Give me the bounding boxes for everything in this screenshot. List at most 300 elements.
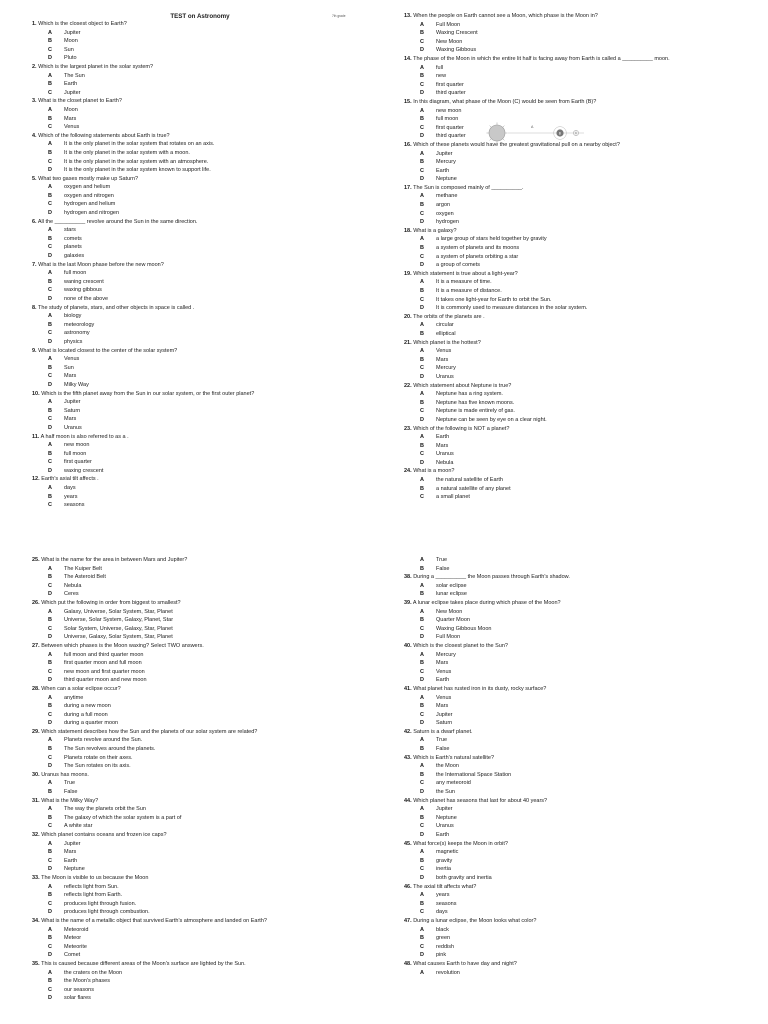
option-letter: A — [48, 694, 52, 701]
question-text — [404, 573, 764, 582]
answer-option[interactable] — [404, 969, 764, 978]
answer-option[interactable] — [32, 398, 384, 407]
answer-option[interactable] — [32, 54, 384, 63]
option-text: It is the only planet in the solar system with a moon. — [64, 149, 190, 156]
option-text: a small planet — [436, 494, 470, 501]
option-letter: C — [420, 866, 424, 873]
answer-option[interactable] — [404, 951, 764, 960]
answer-option[interactable] — [404, 736, 764, 745]
answer-option[interactable] — [32, 633, 384, 642]
option-text: Milky Way — [64, 381, 89, 388]
answer-option[interactable] — [404, 29, 764, 38]
option-text: It is a measure of time. — [436, 279, 492, 286]
answer-option[interactable] — [32, 719, 384, 728]
answer-option[interactable] — [404, 287, 764, 296]
answer-option[interactable] — [32, 565, 384, 574]
answer-option[interactable] — [32, 883, 384, 892]
answer-option[interactable] — [404, 150, 764, 159]
option-letter: A — [48, 106, 52, 113]
answer-option[interactable] — [404, 399, 764, 408]
answer-option[interactable] — [404, 433, 764, 442]
answer-option[interactable] — [32, 754, 384, 763]
option-letter: A — [48, 737, 52, 744]
answer-option[interactable] — [404, 390, 764, 399]
answer-option[interactable] — [404, 158, 764, 167]
option-letter: B — [48, 935, 52, 942]
answer-option[interactable] — [32, 364, 384, 373]
answer-option[interactable] — [404, 72, 764, 81]
option-letter: C — [48, 330, 52, 337]
answer-option[interactable] — [404, 779, 764, 788]
answer-option[interactable] — [404, 347, 764, 356]
answer-option[interactable] — [32, 977, 384, 986]
question-prompt: Saturn is a dwarf planet. — [413, 728, 473, 735]
answer-option[interactable] — [32, 969, 384, 978]
answer-option[interactable] — [32, 814, 384, 823]
answer-option[interactable] — [404, 304, 764, 313]
answer-option[interactable] — [404, 493, 764, 502]
option-letter: C — [420, 124, 424, 131]
answer-option[interactable] — [32, 926, 384, 935]
option-text: planets — [64, 244, 82, 251]
answer-option[interactable] — [32, 226, 384, 235]
answer-option[interactable] — [404, 702, 764, 711]
option-text: solar eclipse — [436, 582, 467, 589]
option-letter: A — [420, 434, 424, 441]
option-text: Jupiter — [64, 840, 81, 847]
option-letter: C — [48, 823, 52, 830]
option-text: astronomy — [64, 330, 90, 337]
answer-option[interactable] — [32, 192, 384, 201]
answer-option[interactable] — [404, 616, 764, 625]
answer-option[interactable] — [404, 296, 764, 305]
question-prompt: A half moon is also referred to as a . — [40, 433, 129, 440]
option-letter: A — [48, 184, 52, 191]
answer-option[interactable] — [32, 943, 384, 952]
option-letter: B — [48, 81, 52, 88]
answer-option[interactable] — [32, 235, 384, 244]
option-text: a system of planets and its moons — [436, 245, 520, 252]
answer-option[interactable] — [32, 381, 384, 390]
answer-option[interactable] — [32, 625, 384, 634]
option-text: waxing gibbous — [64, 287, 102, 294]
answer-option[interactable] — [32, 900, 384, 909]
answer-option[interactable] — [32, 779, 384, 788]
question-number: 18. — [404, 227, 412, 234]
question-text — [32, 175, 384, 184]
answer-option[interactable] — [404, 373, 764, 382]
answer-option[interactable] — [32, 106, 384, 115]
option-letter: A — [48, 313, 52, 320]
answer-option[interactable] — [404, 711, 764, 720]
answer-option[interactable] — [404, 565, 764, 574]
option-letter: C — [420, 780, 424, 787]
question-prompt: Which planet is the hottest? — [413, 339, 481, 346]
answer-option[interactable] — [32, 415, 384, 424]
answer-option[interactable] — [32, 668, 384, 677]
question-prompt: In this diagram, what phase of the Moon (C) would be seen from Earth (B)? — [413, 98, 597, 105]
option-text: It is a measure of distance. — [436, 288, 502, 294]
answer-option[interactable] — [404, 943, 764, 952]
option-letter: C — [420, 167, 424, 174]
answer-option[interactable] — [32, 762, 384, 771]
answer-option[interactable] — [404, 476, 764, 485]
option-letter: B — [48, 38, 52, 45]
answer-option[interactable] — [32, 80, 384, 89]
option-letter: B — [48, 892, 52, 899]
answer-option[interactable] — [404, 694, 764, 703]
option-text: produces light through fusion. — [64, 900, 137, 907]
option-letter: A — [48, 399, 52, 406]
answer-option[interactable] — [32, 321, 384, 330]
answer-option[interactable] — [32, 857, 384, 866]
answer-option[interactable] — [32, 37, 384, 46]
answer-option[interactable] — [404, 235, 764, 244]
option-letter: B — [420, 771, 424, 778]
answer-option[interactable] — [32, 166, 384, 175]
answer-option[interactable] — [404, 218, 764, 227]
answer-option[interactable] — [404, 590, 764, 599]
option-letter: A — [420, 737, 424, 744]
answer-option[interactable] — [404, 831, 764, 840]
option-letter: D — [420, 416, 424, 423]
question-number: 43. — [404, 754, 412, 761]
question-number: 34. — [32, 917, 40, 924]
option-letter: C — [420, 253, 424, 260]
answer-option[interactable] — [404, 771, 764, 780]
answer-option[interactable] — [404, 450, 764, 459]
question-prompt: What force(s) keeps the Moon in orbit? — [413, 840, 508, 847]
answer-option[interactable] — [32, 338, 384, 347]
question-prompt: What is the closet planet to Earth? — [38, 98, 122, 105]
answer-option[interactable] — [32, 573, 384, 582]
answer-option[interactable] — [32, 355, 384, 364]
option-text: produces light through combustion. — [64, 909, 150, 916]
option-text: Meteor — [64, 935, 82, 942]
option-text: new — [436, 73, 447, 80]
option-letter: B — [48, 321, 52, 328]
answer-option[interactable] — [32, 252, 384, 261]
option-text: years — [436, 892, 450, 899]
option-letter: A — [420, 582, 424, 589]
question-text — [404, 339, 764, 348]
option-text: stars — [64, 227, 76, 234]
answer-option[interactable] — [32, 183, 384, 192]
option-text: Waxing Gibbous Moon — [436, 625, 492, 632]
question-prompt: Which is the largest planet in the solar system? — [38, 63, 154, 70]
option-letter: B — [420, 857, 424, 864]
option-text: hydrogen and nitrogen — [64, 210, 120, 217]
question-number: 3. — [32, 98, 37, 105]
answer-option[interactable] — [32, 29, 384, 38]
question-number: 45. — [404, 840, 412, 847]
answer-option[interactable] — [404, 857, 764, 866]
answer-option[interactable] — [404, 659, 764, 668]
option-letter: D — [48, 253, 52, 260]
diagram-label-a: A — [531, 125, 534, 129]
answer-option[interactable] — [404, 805, 764, 814]
answer-option[interactable] — [404, 364, 764, 373]
answer-option[interactable] — [404, 485, 764, 494]
answer-option[interactable] — [404, 926, 764, 935]
option-letter: B — [48, 278, 52, 285]
answer-option[interactable] — [404, 321, 764, 330]
option-letter: A — [420, 926, 424, 933]
answer-option[interactable] — [404, 64, 764, 73]
answer-option[interactable] — [32, 501, 384, 510]
answer-option[interactable] — [32, 493, 384, 502]
answer-option[interactable] — [32, 89, 384, 98]
answer-option[interactable] — [404, 192, 764, 201]
answer-option[interactable] — [404, 865, 764, 874]
answer-option[interactable] — [32, 616, 384, 625]
answer-option[interactable] — [32, 286, 384, 295]
answer-option[interactable] — [404, 81, 764, 90]
option-letter: B — [420, 746, 424, 753]
option-letter: D — [420, 952, 424, 959]
answer-option[interactable] — [404, 719, 764, 728]
answer-option[interactable] — [32, 659, 384, 668]
answer-option[interactable] — [404, 244, 764, 253]
answer-option[interactable] — [32, 951, 384, 960]
answer-option[interactable] — [32, 608, 384, 617]
answer-option[interactable] — [404, 38, 764, 47]
question-prompt: This is caused because different areas of the Moon's surface are lighted by the Sun. — [41, 960, 246, 967]
question-prompt: A lunar eclipse takes place during which phase of the Moon? — [412, 599, 561, 606]
question-number: 42. — [404, 728, 412, 735]
answer-option[interactable] — [404, 891, 764, 900]
option-text: gravity — [436, 857, 453, 864]
answer-option[interactable] — [32, 72, 384, 81]
option-letter: B — [48, 235, 52, 242]
answer-option[interactable] — [32, 441, 384, 450]
answer-option[interactable] — [404, 908, 764, 917]
answer-option[interactable] — [32, 848, 384, 857]
option-letter: A — [420, 64, 424, 71]
option-letter: B — [420, 356, 424, 363]
option-text: The Asteroid Belt — [64, 574, 106, 581]
answer-option[interactable] — [32, 822, 384, 831]
answer-option[interactable] — [404, 934, 764, 943]
answer-option[interactable] — [32, 312, 384, 321]
answer-option[interactable] — [404, 556, 764, 565]
option-text: Mars — [436, 660, 449, 667]
option-letter: C — [420, 296, 424, 303]
answer-option[interactable] — [404, 89, 764, 98]
answer-option[interactable] — [404, 900, 764, 909]
answer-option[interactable] — [32, 115, 384, 124]
option-text: Mercury — [436, 159, 456, 166]
question-prompt: The orbits of the planets are . — [413, 313, 485, 320]
answer-option[interactable] — [404, 167, 764, 176]
answer-option[interactable] — [32, 590, 384, 599]
answer-option[interactable] — [32, 209, 384, 218]
question-text — [404, 184, 764, 193]
answer-option[interactable] — [404, 788, 764, 797]
option-letter: B — [420, 814, 424, 821]
answer-option[interactable] — [404, 608, 764, 617]
answer-option[interactable] — [404, 814, 764, 823]
question-text — [404, 728, 764, 737]
answer-option[interactable] — [404, 330, 764, 339]
answer-option[interactable] — [404, 459, 764, 468]
answer-option[interactable] — [404, 107, 764, 116]
option-letter: B — [48, 849, 52, 856]
question-number: 13. — [404, 13, 412, 19]
option-text: Mars — [64, 849, 77, 856]
answer-option[interactable] — [404, 407, 764, 416]
option-text: Earth — [64, 81, 78, 88]
answer-option[interactable] — [32, 745, 384, 754]
answer-option[interactable] — [32, 269, 384, 278]
option-text: the Moon — [436, 763, 459, 770]
option-letter: A — [420, 477, 424, 484]
option-text: circular — [436, 322, 454, 329]
option-text: Jupiter — [436, 806, 453, 813]
answer-option[interactable] — [32, 149, 384, 158]
answer-option[interactable] — [32, 278, 384, 287]
answer-option[interactable] — [32, 424, 384, 433]
question-text — [404, 382, 764, 391]
answer-option[interactable] — [32, 123, 384, 132]
option-letter: C — [48, 502, 52, 509]
answer-option[interactable] — [404, 46, 764, 55]
answer-option[interactable] — [32, 140, 384, 149]
question-prompt: The axial tilt affects what? — [413, 883, 477, 890]
option-text: Pluto — [64, 55, 77, 62]
option-text: full moon — [64, 450, 87, 457]
answer-option[interactable] — [404, 762, 764, 771]
question-text — [404, 55, 764, 64]
answer-option[interactable] — [404, 745, 764, 754]
option-text: Solar System, Universe, Galaxy, Star, Planet — [64, 625, 173, 632]
option-text: new moon — [64, 442, 90, 449]
question-block — [32, 20, 384, 510]
answer-option[interactable] — [32, 891, 384, 900]
option-text: The way the planets orbit the Sun — [64, 806, 146, 813]
answer-option[interactable] — [404, 253, 764, 262]
answer-option[interactable] — [404, 442, 764, 451]
option-letter: D — [420, 789, 424, 796]
answer-option[interactable] — [32, 467, 384, 476]
answer-option[interactable] — [32, 788, 384, 797]
answer-option[interactable] — [404, 210, 764, 219]
option-text: The Sun — [64, 72, 85, 79]
answer-option[interactable] — [404, 651, 764, 660]
answer-option[interactable] — [404, 201, 764, 210]
answer-option[interactable] — [32, 994, 384, 1003]
answer-option[interactable] — [32, 295, 384, 304]
answer-option[interactable] — [32, 200, 384, 209]
answer-option[interactable] — [32, 458, 384, 467]
answer-option[interactable] — [32, 702, 384, 711]
answer-option[interactable] — [32, 934, 384, 943]
answer-option[interactable] — [404, 848, 764, 857]
answer-option[interactable] — [404, 21, 764, 30]
answer-option[interactable] — [404, 874, 764, 883]
answer-option[interactable] — [32, 865, 384, 874]
option-letter: A — [420, 608, 424, 615]
answer-option[interactable] — [404, 278, 764, 287]
answer-option[interactable] — [32, 986, 384, 995]
option-text: first quarter — [64, 459, 92, 466]
answer-option[interactable] — [404, 356, 764, 365]
option-letter: C — [420, 451, 424, 458]
option-text: inertia — [436, 866, 451, 873]
question-prompt: Which statement is true about a light-year? — [413, 270, 518, 277]
option-text: meteorology — [64, 321, 95, 328]
page-title: TEST on Astronomy — [170, 13, 230, 20]
answer-option[interactable] — [32, 484, 384, 493]
answer-option[interactable] — [32, 736, 384, 745]
answer-option[interactable] — [404, 822, 764, 831]
answer-option[interactable] — [32, 805, 384, 814]
option-text: Venus — [436, 348, 452, 355]
answer-option[interactable] — [32, 840, 384, 849]
answer-option[interactable] — [32, 158, 384, 167]
answer-option[interactable] — [32, 676, 384, 685]
question-prompt: The Moon is visible to us because the Moon — [41, 874, 149, 881]
answer-option[interactable] — [32, 407, 384, 416]
question-prompt: Between which phases is the Moon waxing? Select TWO answers. — [41, 642, 204, 649]
answer-option[interactable] — [404, 625, 764, 634]
grade-label: 7th grade — [332, 14, 346, 18]
option-letter: D — [420, 90, 424, 97]
answer-option[interactable] — [404, 582, 764, 591]
option-letter: C — [420, 81, 424, 88]
question-number: 16. — [404, 141, 412, 148]
option-text: New Moon — [436, 38, 463, 45]
answer-option[interactable] — [32, 372, 384, 381]
answer-option[interactable] — [404, 676, 764, 685]
option-letter: A — [48, 926, 52, 933]
answer-option[interactable] — [404, 261, 764, 270]
answer-option[interactable] — [32, 329, 384, 338]
option-text: Venus — [64, 124, 80, 131]
answer-option[interactable] — [32, 243, 384, 252]
option-letter: D — [48, 866, 52, 873]
answer-option[interactable] — [32, 46, 384, 55]
option-text: Jupiter — [64, 29, 81, 36]
answer-option[interactable] — [32, 711, 384, 720]
answer-option[interactable] — [32, 694, 384, 703]
option-text: a system of planets orbiting a star — [436, 253, 519, 260]
option-text: days — [64, 485, 76, 492]
option-text: Mercury — [436, 651, 456, 658]
option-text: Earth — [64, 857, 78, 864]
option-text: Mars — [436, 442, 449, 449]
answer-option[interactable] — [404, 633, 764, 642]
answer-option[interactable] — [32, 651, 384, 660]
answer-option[interactable] — [404, 175, 764, 184]
diagram-label-b: B — [558, 131, 561, 136]
option-letter: B — [48, 978, 52, 985]
option-text: comets — [64, 235, 82, 242]
option-text: new moon and first quarter moon — [64, 668, 145, 675]
answer-option[interactable] — [32, 582, 384, 591]
question-number: 48. — [404, 960, 412, 967]
question-number: 4. — [32, 132, 37, 139]
question-text — [32, 475, 384, 484]
answer-option[interactable] — [404, 416, 764, 425]
option-text: lunar eclipse — [436, 591, 467, 598]
option-text: Jupiter — [436, 150, 453, 157]
option-text: Sun — [64, 46, 74, 53]
answer-option[interactable] — [32, 908, 384, 917]
answer-option[interactable] — [404, 668, 764, 677]
answer-option[interactable] — [32, 450, 384, 459]
option-letter: A — [48, 969, 52, 976]
